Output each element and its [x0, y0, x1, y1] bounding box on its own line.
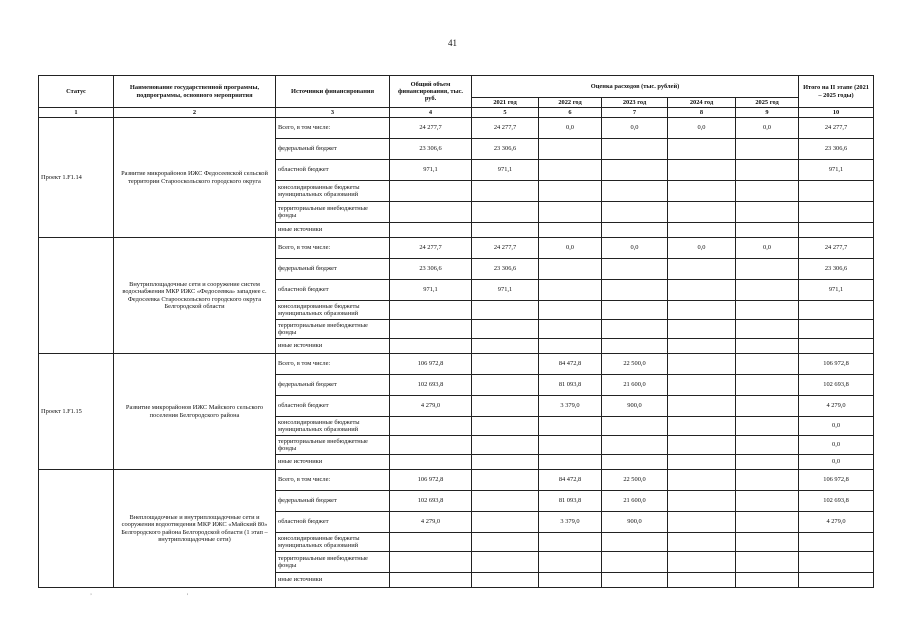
- y2021-cell: [472, 470, 539, 491]
- y2024-cell: [668, 301, 736, 320]
- y2023-cell: 22 500,0: [602, 354, 668, 375]
- y2025-cell: [736, 202, 799, 223]
- y2022-cell: [539, 455, 602, 470]
- y2025-cell: [736, 354, 799, 375]
- y2021-cell: 24 277,7: [472, 118, 539, 139]
- y2023-cell: [602, 301, 668, 320]
- header-expense-estimate: Оценка расходов (тыс. рублей): [472, 76, 799, 98]
- y2024-cell: [668, 455, 736, 470]
- y2023-cell: [602, 202, 668, 223]
- program-name-cell: Внеплощадочные и внутриплощадочные сети и сооружения водоотведения МКР ИЖС «Майский 80» Белгородского района Белгородской области (1 этап – внутриплощадочные сети): [114, 470, 276, 588]
- funding-source-cell: консолидированные бюджеты муниципальных образований: [276, 301, 390, 320]
- funding-table: [38, 75, 874, 588]
- total-cell: [390, 301, 472, 320]
- total-cell: 971,1: [390, 160, 472, 181]
- total-cell: 23 306,6: [390, 259, 472, 280]
- stage-cell: 106 972,8: [799, 470, 874, 491]
- y2022-cell: 3 379,0: [539, 512, 602, 533]
- total-cell: [390, 223, 472, 238]
- y2022-cell: 84 472,8: [539, 354, 602, 375]
- y2022-cell: [539, 223, 602, 238]
- y2022-cell: [539, 417, 602, 436]
- total-cell: [390, 436, 472, 455]
- y2021-cell: 971,1: [472, 280, 539, 301]
- total-cell: 102 693,8: [390, 375, 472, 396]
- column-number: 7: [602, 108, 668, 118]
- y2022-cell: 0,0: [539, 238, 602, 259]
- stage-cell: 0,0: [799, 417, 874, 436]
- total-cell: [390, 202, 472, 223]
- stage-cell: [799, 552, 874, 573]
- stage-cell: 4 279,0: [799, 512, 874, 533]
- y2022-cell: [539, 436, 602, 455]
- funding-source-cell: консолидированные бюджеты муниципальных образований: [276, 533, 390, 552]
- y2024-cell: 0,0: [668, 238, 736, 259]
- y2022-cell: [539, 160, 602, 181]
- y2025-cell: [736, 470, 799, 491]
- funding-source-cell: Всего, в том числе:: [276, 354, 390, 375]
- y2023-cell: 22 500,0: [602, 470, 668, 491]
- y2024-cell: [668, 512, 736, 533]
- funding-source-cell: иные источники: [276, 455, 390, 470]
- funding-source-cell: областной бюджет: [276, 512, 390, 533]
- y2022-cell: 81 093,8: [539, 375, 602, 396]
- y2024-cell: [668, 181, 736, 202]
- total-cell: [390, 417, 472, 436]
- y2024-cell: [668, 470, 736, 491]
- y2023-cell: 0,0: [602, 118, 668, 139]
- y2023-cell: [602, 320, 668, 339]
- y2024-cell: [668, 375, 736, 396]
- stage-cell: 23 306,6: [799, 139, 874, 160]
- y2023-cell: 0,0: [602, 238, 668, 259]
- y2023-cell: [602, 259, 668, 280]
- y2024-cell: 0,0: [668, 118, 736, 139]
- funding-source-cell: федеральный бюджет: [276, 375, 390, 396]
- status-cell: Проект 1.F1.15: [39, 354, 114, 470]
- y2021-cell: [472, 491, 539, 512]
- funding-source-cell: иные источники: [276, 573, 390, 588]
- y2022-cell: [539, 552, 602, 573]
- y2021-cell: 24 277,7: [472, 238, 539, 259]
- y2025-cell: 0,0: [736, 238, 799, 259]
- y2023-cell: [602, 339, 668, 354]
- y2023-cell: [602, 160, 668, 181]
- stage-cell: [799, 181, 874, 202]
- y2021-cell: [472, 320, 539, 339]
- y2023-cell: [602, 223, 668, 238]
- y2022-cell: 3 379,0: [539, 396, 602, 417]
- y2022-cell: [539, 181, 602, 202]
- funding-source-cell: иные источники: [276, 223, 390, 238]
- y2023-cell: [602, 181, 668, 202]
- column-number: 2: [114, 108, 276, 118]
- header-year: 2025 год: [736, 98, 799, 108]
- y2021-cell: [472, 455, 539, 470]
- header-year: 2021 год: [472, 98, 539, 108]
- y2025-cell: [736, 223, 799, 238]
- y2021-cell: [472, 354, 539, 375]
- y2023-cell: 21 600,0: [602, 491, 668, 512]
- y2025-cell: [736, 301, 799, 320]
- column-number: 9: [736, 108, 799, 118]
- y2021-cell: [472, 552, 539, 573]
- y2024-cell: [668, 223, 736, 238]
- y2022-cell: [539, 259, 602, 280]
- header-funding-source: Источники финансирования: [276, 76, 390, 108]
- total-cell: 24 277,7: [390, 118, 472, 139]
- header-year: 2022 год: [539, 98, 602, 108]
- y2022-cell: [539, 202, 602, 223]
- stage-cell: 102 693,8: [799, 375, 874, 396]
- column-number: 4: [390, 108, 472, 118]
- column-number: 10: [799, 108, 874, 118]
- table-row: [39, 118, 874, 139]
- status-cell: [39, 470, 114, 588]
- table-row: [39, 354, 874, 375]
- funding-source-cell: Всего, в том числе:: [276, 238, 390, 259]
- column-number: 1: [39, 108, 114, 118]
- funding-source-cell: федеральный бюджет: [276, 139, 390, 160]
- total-cell: [390, 573, 472, 588]
- y2024-cell: [668, 533, 736, 552]
- stage-cell: 4 279,0: [799, 396, 874, 417]
- program-name-cell: Внутриплощадочные сети и сооружение систем водоснабжения МКР ИЖС «Федосеевка» западнее с. Федосеевка Старооскольского городского округа Белгородской области: [114, 238, 276, 354]
- y2023-cell: 900,0: [602, 396, 668, 417]
- y2022-cell: 84 472,8: [539, 470, 602, 491]
- total-cell: 106 972,8: [390, 354, 472, 375]
- y2025-cell: [736, 259, 799, 280]
- stage-cell: [799, 320, 874, 339]
- y2023-cell: [602, 455, 668, 470]
- stage-cell: 23 306,6: [799, 259, 874, 280]
- funding-source-cell: территориальные внебюджетные фонды: [276, 552, 390, 573]
- y2024-cell: [668, 552, 736, 573]
- header-total-volume: Общий объем финансирования, тыс. руб.: [390, 76, 472, 108]
- y2021-cell: 23 306,6: [472, 139, 539, 160]
- funding-source-cell: областной бюджет: [276, 160, 390, 181]
- stage-cell: 106 972,8: [799, 354, 874, 375]
- table-row: [39, 238, 874, 259]
- y2025-cell: [736, 339, 799, 354]
- column-number: 6: [539, 108, 602, 118]
- y2025-cell: [736, 533, 799, 552]
- stage-cell: [799, 573, 874, 588]
- y2024-cell: [668, 339, 736, 354]
- header-program-name: Наименование государственной программы, подпрограммы, основного мероприятия: [114, 76, 276, 108]
- stage-cell: 102 693,8: [799, 491, 874, 512]
- y2021-cell: [472, 301, 539, 320]
- y2024-cell: [668, 160, 736, 181]
- funding-source-cell: консолидированные бюджеты муниципальных образований: [276, 181, 390, 202]
- y2021-cell: [472, 181, 539, 202]
- stage-cell: [799, 301, 874, 320]
- funding-source-cell: областной бюджет: [276, 280, 390, 301]
- funding-source-cell: Всего, в том числе:: [276, 470, 390, 491]
- y2021-cell: [472, 375, 539, 396]
- total-cell: [390, 552, 472, 573]
- y2025-cell: [736, 573, 799, 588]
- stage-cell: 24 277,7: [799, 238, 874, 259]
- program-name-cell: Развитие микрорайонов ИЖС Федосеевской сельской территории Старооскольского городского округа: [114, 118, 276, 238]
- y2025-cell: [736, 280, 799, 301]
- y2021-cell: [472, 573, 539, 588]
- y2021-cell: 23 306,6: [472, 259, 539, 280]
- y2025-cell: [736, 512, 799, 533]
- y2023-cell: [602, 417, 668, 436]
- y2021-cell: [472, 396, 539, 417]
- y2022-cell: [539, 320, 602, 339]
- scan-artifacts: ‚ ‚: [90, 590, 189, 596]
- stage-cell: [799, 223, 874, 238]
- total-cell: [390, 181, 472, 202]
- total-cell: 102 693,8: [390, 491, 472, 512]
- y2025-cell: [736, 375, 799, 396]
- y2023-cell: [602, 436, 668, 455]
- y2021-cell: 971,1: [472, 160, 539, 181]
- y2024-cell: [668, 280, 736, 301]
- header-year: 2023 год: [602, 98, 668, 108]
- stage-cell: [799, 339, 874, 354]
- y2021-cell: [472, 512, 539, 533]
- y2022-cell: [539, 280, 602, 301]
- column-number: 5: [472, 108, 539, 118]
- y2024-cell: [668, 354, 736, 375]
- y2025-cell: [736, 491, 799, 512]
- header-status: Статус: [39, 76, 114, 108]
- y2025-cell: [736, 552, 799, 573]
- header-total-stage: Итого на II этапе (2021 – 2025 годы): [799, 76, 874, 108]
- total-cell: 23 306,6: [390, 139, 472, 160]
- page-number: 41: [448, 38, 457, 48]
- y2023-cell: [602, 139, 668, 160]
- funding-source-cell: Всего, в том числе:: [276, 118, 390, 139]
- y2022-cell: [539, 573, 602, 588]
- y2022-cell: [539, 339, 602, 354]
- stage-cell: 0,0: [799, 455, 874, 470]
- stage-cell: 24 277,7: [799, 118, 874, 139]
- y2024-cell: [668, 573, 736, 588]
- stage-cell: 971,1: [799, 160, 874, 181]
- funding-source-cell: иные источники: [276, 339, 390, 354]
- funding-source-cell: территориальные внебюджетные фонды: [276, 202, 390, 223]
- funding-source-cell: территориальные внебюджетные фонды: [276, 320, 390, 339]
- y2025-cell: [736, 139, 799, 160]
- total-cell: 971,1: [390, 280, 472, 301]
- y2023-cell: [602, 573, 668, 588]
- y2023-cell: [602, 280, 668, 301]
- y2025-cell: [736, 181, 799, 202]
- y2025-cell: [736, 455, 799, 470]
- y2021-cell: [472, 417, 539, 436]
- y2024-cell: [668, 491, 736, 512]
- y2024-cell: [668, 396, 736, 417]
- y2023-cell: [602, 533, 668, 552]
- total-cell: [390, 533, 472, 552]
- y2022-cell: [539, 533, 602, 552]
- stage-cell: 971,1: [799, 280, 874, 301]
- y2021-cell: [472, 202, 539, 223]
- y2024-cell: [668, 320, 736, 339]
- y2023-cell: 900,0: [602, 512, 668, 533]
- y2025-cell: [736, 436, 799, 455]
- funding-source-cell: федеральный бюджет: [276, 491, 390, 512]
- y2021-cell: [472, 223, 539, 238]
- y2022-cell: [539, 139, 602, 160]
- y2025-cell: [736, 160, 799, 181]
- y2025-cell: [736, 417, 799, 436]
- stage-cell: 0,0: [799, 436, 874, 455]
- stage-cell: [799, 533, 874, 552]
- y2024-cell: [668, 202, 736, 223]
- stage-cell: [799, 202, 874, 223]
- total-cell: [390, 339, 472, 354]
- y2021-cell: [472, 436, 539, 455]
- header-year: 2024 год: [668, 98, 736, 108]
- program-name-cell: Развитие микрорайонов ИЖС Майского сельского поселения Белгородского района: [114, 354, 276, 470]
- total-cell: [390, 320, 472, 339]
- column-number: 8: [668, 108, 736, 118]
- status-cell: Проект 1.F1.14: [39, 118, 114, 238]
- y2024-cell: [668, 139, 736, 160]
- y2023-cell: [602, 552, 668, 573]
- funding-source-cell: территориальные внебюджетные фонды: [276, 436, 390, 455]
- status-cell: [39, 238, 114, 354]
- total-cell: 4 279,0: [390, 396, 472, 417]
- funding-source-cell: федеральный бюджет: [276, 259, 390, 280]
- table-row: [39, 470, 874, 491]
- y2024-cell: [668, 259, 736, 280]
- column-number: 3: [276, 108, 390, 118]
- y2025-cell: [736, 396, 799, 417]
- funding-source-cell: областной бюджет: [276, 396, 390, 417]
- total-cell: 106 972,8: [390, 470, 472, 491]
- y2021-cell: [472, 339, 539, 354]
- funding-source-cell: консолидированные бюджеты муниципальных образований: [276, 417, 390, 436]
- y2022-cell: 0,0: [539, 118, 602, 139]
- y2025-cell: 0,0: [736, 118, 799, 139]
- total-cell: [390, 455, 472, 470]
- y2025-cell: [736, 320, 799, 339]
- y2022-cell: [539, 301, 602, 320]
- total-cell: 4 279,0: [390, 512, 472, 533]
- y2024-cell: [668, 417, 736, 436]
- y2024-cell: [668, 436, 736, 455]
- y2022-cell: 81 093,8: [539, 491, 602, 512]
- total-cell: 24 277,7: [390, 238, 472, 259]
- y2023-cell: 21 600,0: [602, 375, 668, 396]
- y2021-cell: [472, 533, 539, 552]
